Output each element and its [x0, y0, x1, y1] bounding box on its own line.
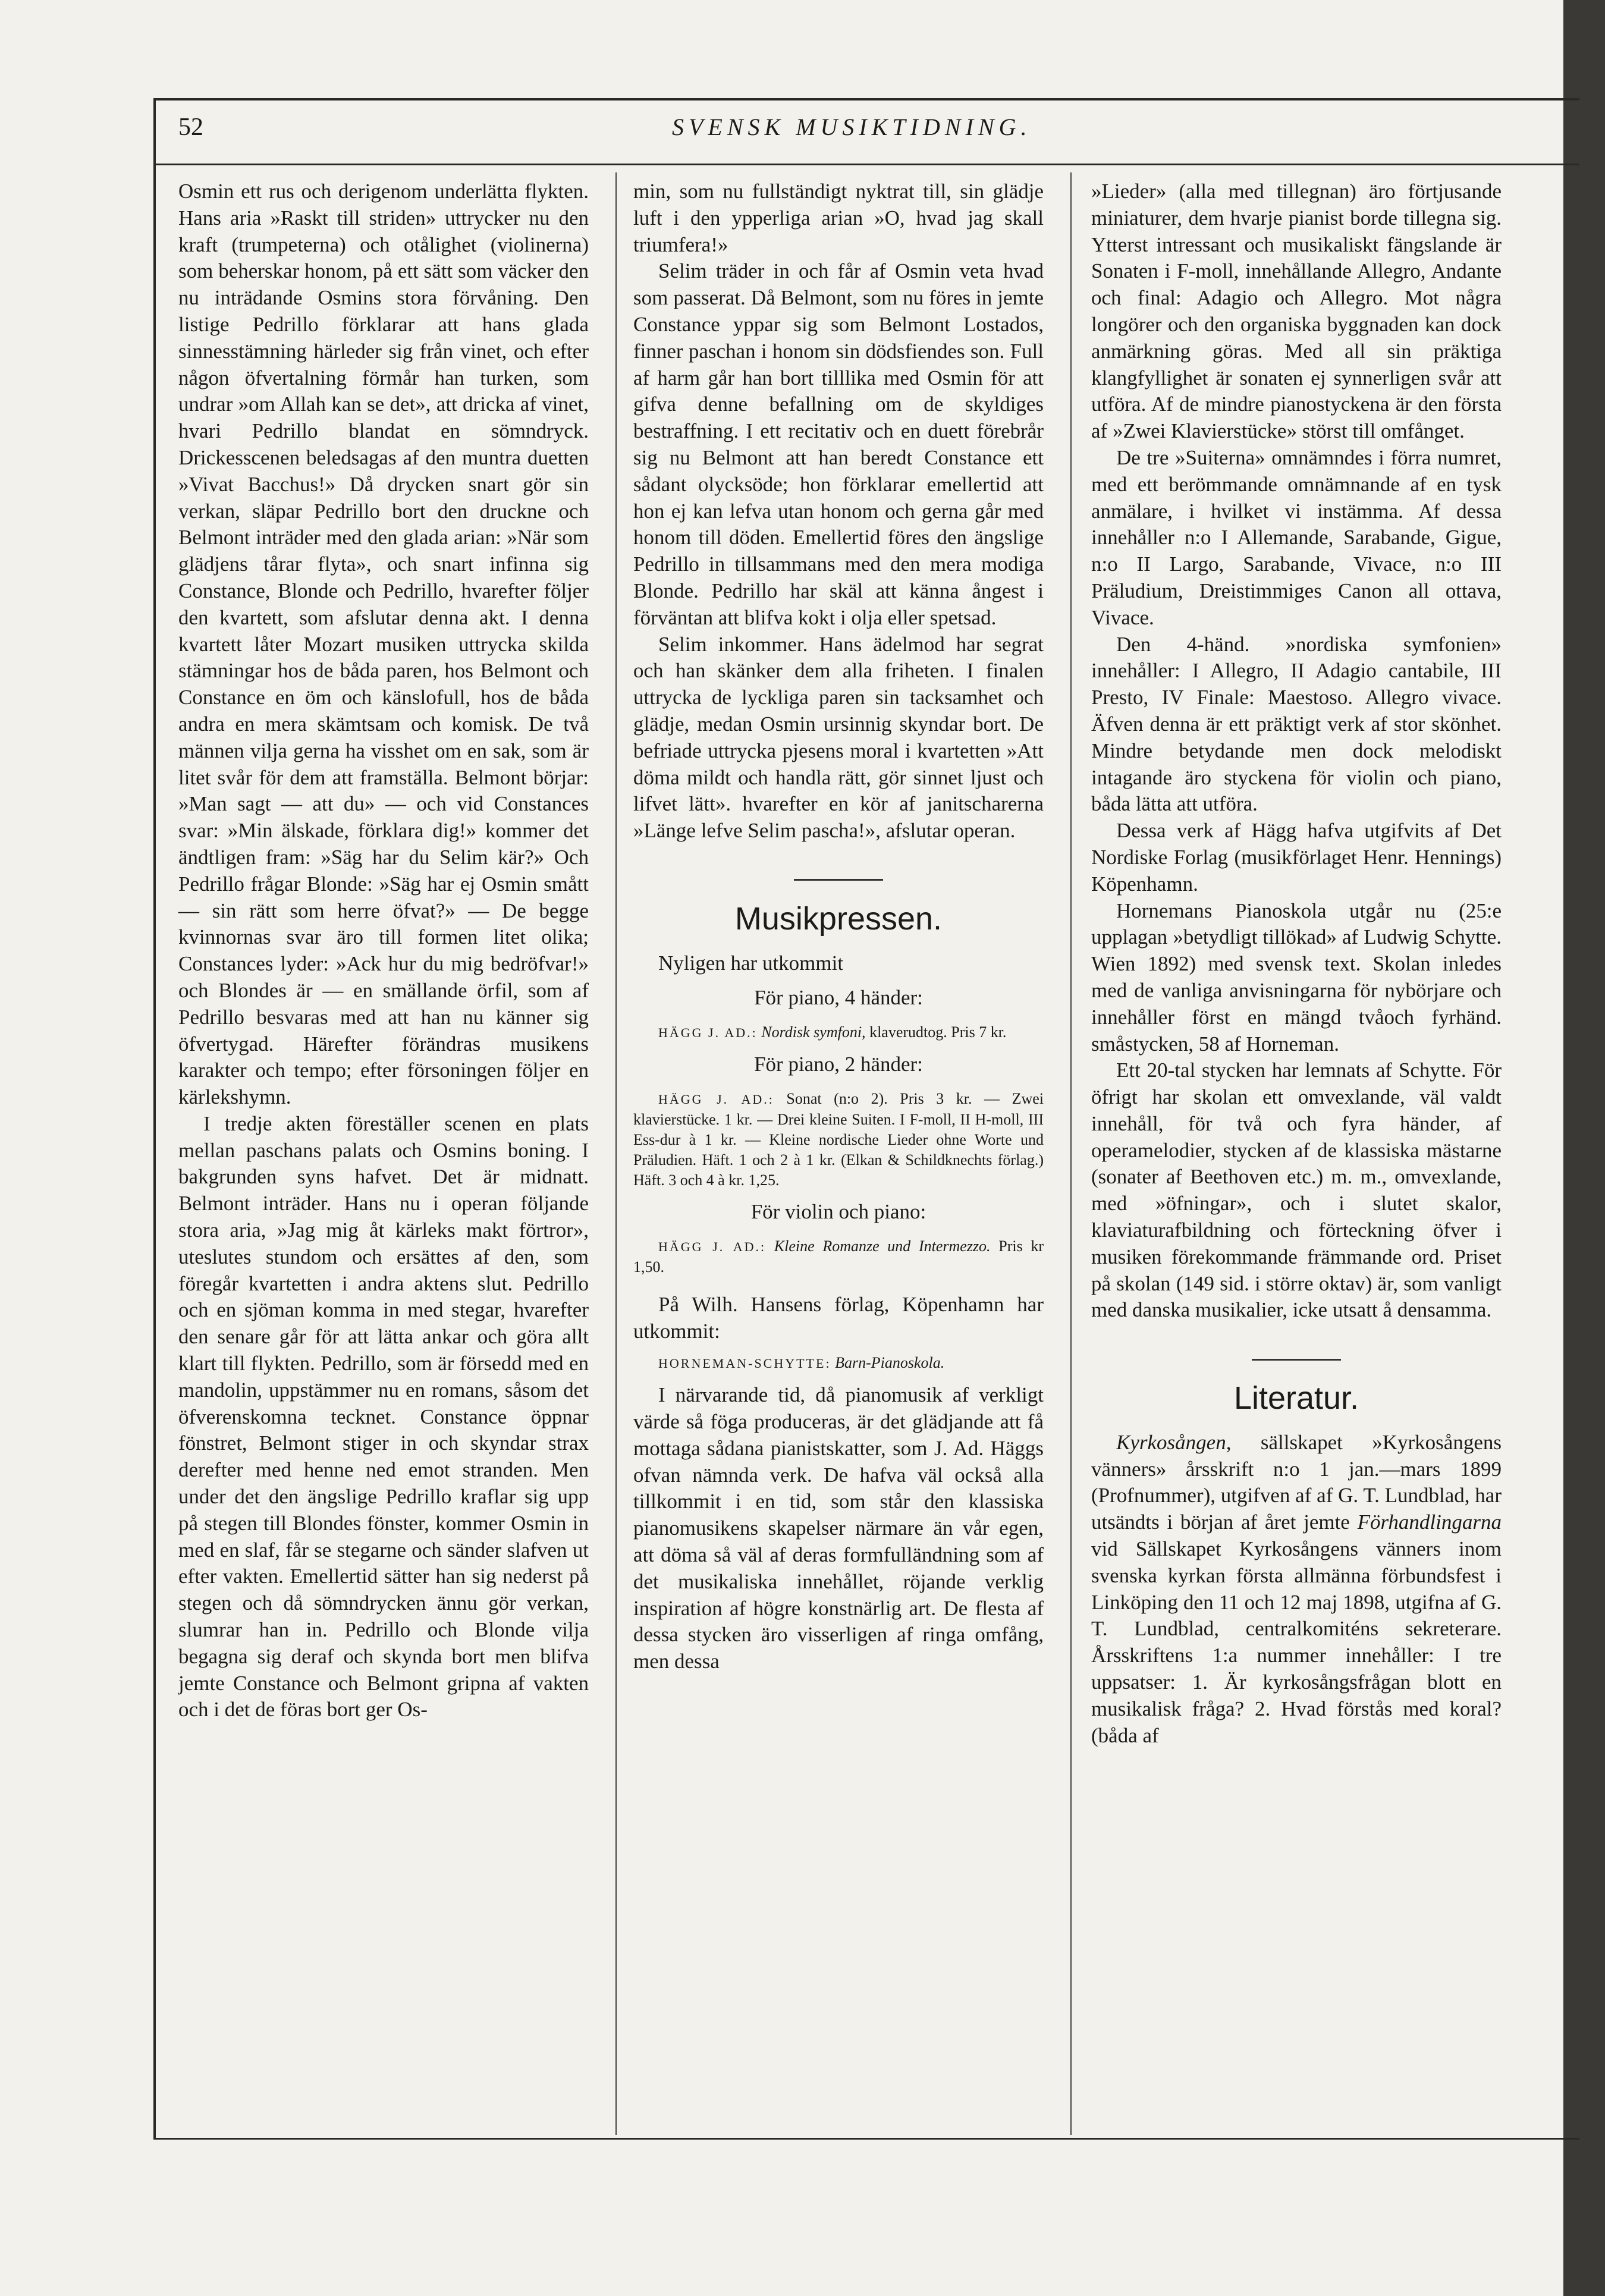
- book-title: Kyrkosången,: [1116, 1430, 1232, 1454]
- entry-title: Kleine Romanze und Intermezzo.: [774, 1237, 991, 1255]
- paragraph: Hornemans Pianoskola utgår nu (25:e upplagan »betydligt tillökad» af Ludwig Schytte. Wien 1892) med svensk text. Skolan inledes med de vanliga anvisningarna för nybörjare och innehåller först en mängd tvåoch fyrhänd. småstycken, 58 af Horneman.: [1091, 899, 1502, 1056]
- listing-entry: [633, 1089, 1044, 1191]
- frame-top: [153, 98, 1579, 100]
- entry-author: HÄGG J. AD.:: [658, 1091, 774, 1107]
- paragraph: Dessa verk af Hägg hafva utgifvits af Det Nordiske Forlag (musikförlaget Henr. Hennings) Köpenhamn.: [1091, 819, 1502, 896]
- entry-rest: klaverudtog. Pris 7 kr.: [869, 1023, 1007, 1041]
- ornament-divider: [633, 865, 1044, 891]
- subheading: För violin och piano:: [750, 1199, 926, 1223]
- scan-edge: [1563, 0, 1605, 2296]
- paragraph: »Lieder» (alla med tillegnan) äro förtjusande miniaturer, dem hvarje pianist borde tillegna sig. Ytterst intressant och musikaliskt fängslande är Sonaten i F-moll, innehållande Allegro, Andante och final: Adagio och Allegro. Mot några longörer och den organiska byggnaden kan dock anmärkning göras. Med all sin präktiga klangfyllighet är sonaten ej synnerligen svår att utföra. Af de mindre pianostyckena är den första af »Zwei Klavierstücke» störst till omfånget.: [1091, 180, 1502, 443]
- paragraph: Osmin ett rus och derigenom underlätta flykten. Hans aria »Raskt till striden» uttrycker nu den kraft (trumpeterna) och otålighet (violinerna) som beherskar honom, på ett sätt som väcker den nu inträdande Osmins stora förvåning. Den listige Pedrillo förklarar att hans glada sinnesstämning härleder sig från vinet, och efter någon öfvertalning förmår han turken, som undrar »om Allah kan se det», att dricka af vinet, hvari Pedrillo blandat en sömndryck. Drickesscenen beledsagas af den muntra duetten »Vivat Bacchus!» Då drycken snart gör sin verkan, släpar Pedrillo bort den druckne och Belmont inträder med den glada arian: »När som glädjens tårar flyta», och snart infinna sig Constance, Blonde och Pedrillo, hvarefter följer den kvartett, som afslutar denna akt. I denna kvartett låter Mozart musiken uttrycka skilda stämningar hos de båda paren, hos Belmont och Constance en öm och känslofull, hos de båda andra en mera skämtsam och komisk. De två männen vilja gerna ha visshet om en sak, som är litet svår för dem att framställa. Belmont börjar: »Man sagt — att du» — och vid Constances svar: »Min älskade, förklara dig!» kommer det ändtligen fram: »Säg har du Selim kär?» Och Pedrillo frågar Blonde: »Säg har ej Osmin smått — sin rätt som herre öfvat?» — De begge kvinnornas svar äro till formen litet olika; Constances lyder: »Ack hur du mig bedröfvar!» och Blondes är — en smällande örfil, som af Pedrillo besvaras med att han nu känner sig öfvertygad. Härefter förändras musikens karakter och tempo; efter försoningen följer en kärlekshymn.: [178, 180, 589, 1109]
- column-3: [1091, 178, 1502, 1749]
- entry-title: Nordisk symfoni,: [761, 1023, 866, 1041]
- paragraph: min, som nu fullständigt nyktrat till, sin glädje luft i den ypperliga arian »O, hvad jag skall triumfera!»: [633, 180, 1044, 256]
- entry-author: HÄGG J. AD.:: [658, 1025, 758, 1041]
- section-title-literatur: Literatur.: [1233, 1380, 1359, 1416]
- paragraph: Den 4-händ. »nordiska symfonien» innehåller: I Allegro, II Adagio cantabile, III Presto, IV Finale: Maestoso. Allegro vivace. Äfven denna är ett präktigt verk af stor skönhet. Mindre betydande men dock melodiskt intagande äro styckena för violin och piano, båda lätta att utföra.: [1091, 632, 1502, 816]
- entry-author: HÄGG J. AD.:: [658, 1239, 767, 1254]
- entry-rest: Pris kr 1,50.: [633, 1237, 1044, 1276]
- paragraph: På Wilh. Hansens förlag, Köpenhamn har utkommit:: [633, 1292, 1044, 1343]
- subheading: För piano, 2 händer:: [754, 1053, 923, 1076]
- column-1: [178, 178, 589, 1723]
- listing-entry: [633, 1353, 1044, 1374]
- entry-title: Barn-Pianoskola.: [835, 1354, 945, 1372]
- running-title: SVENSK MUSIKTIDNING.: [672, 114, 1032, 140]
- paragraph: Ett 20-tal stycken har lemnats af Schytte. För öfrigt har skolan ett omvexlande, väl valdt innehåll, för två och fyra händer, af operamelodier, stycken af de klassiska mästarne (sonater af Beethoven etc.) m. m., omvexlande, med »öfningar», och i slutet skalor, klaviaturafbildning och förteckning öfver i musiken förekommande främmande ord. Priset på skolan (149 sid. i större oktav) är, som vanligt med danska musikalier, icke utsatt å densamma.: [1091, 1059, 1502, 1322]
- page-number: 52: [178, 114, 203, 141]
- listing-entry: [633, 1236, 1044, 1277]
- ornament-divider: [1091, 1344, 1502, 1371]
- listing-entry: [633, 1022, 1044, 1043]
- paragraph: Selim träder in och får af Osmin veta hvad som passerat. Då Belmont, som nu föres in jemte Constance yppar sig som Belmont Lostados, finner paschan i honom sin dödsfiendes son. Full af harm går han bort tilllika med Osmin för att gifva denne befallning om de skyldiges bestraffning. I ett recitativ och en duett förebrår sig nu Belmont att han beredt Constance ett sådant olycksöde; hon förklarar emellertid att hon ej kan lefva utan honom och gerna går med honom till döden. Emellertid föres den ängslige Pedrillo in tillsammans med den mera modiga Blonde. Pedrillo har skäl att känna ångest i förväntan att blifva kokt i olja eller spetsad.: [633, 259, 1044, 629]
- paragraph: [1091, 1430, 1502, 1750]
- column-2: [633, 178, 1044, 1675]
- italic-title: Förhandlingarna: [1357, 1510, 1502, 1534]
- frame-bottom: [153, 2138, 1579, 2140]
- intro-line: Nyligen har utkommit: [658, 951, 844, 975]
- paragraph: I närvarande tid, då pianomusik af verkligt värde så föga produceras, är det glädjande att få mottaga sådana pianistskatter, som J. Ad. Häggs ofvan nämnda verk. De hafva väl också alla tillkommit i en tid, som står den klassiska pianomusikens skapelser närmare än vår egen, att döma så väl af deras formfulländning som af det musikaliska innehållet, röjande verklig inspiration af högre konstnärlig art. De flesta af dessa stycken äro visserligen af ringa omfång, men dessa: [633, 1383, 1044, 1673]
- header-rule: [153, 164, 1579, 165]
- paragraph: De tre »Suiterna» omnämndes i förra numret, med ett berömmande omnämnande af en tysk anmälare, i hvilket vi instämma. Af dessa innehåller n:o I Allemande, Sarabande, Gigue, n:o II Largo, Sarabande, Vivace, n:o III Präludium, Dreistimmiges Canon all ottava, Vivace.: [1091, 445, 1502, 629]
- paragraph: Selim inkommer. Hans ädelmod har segrat och han skänker dem alla friheten. I finalen uttrycka de lyckliga paren sin tacksamhet och glädje, medan Osmin ursinnig skyndar bort. De befriade uttrycka pjesens moral i kvartetten »Att döma mildt och handla rätt, gör sinnet ljust och lifvet lätt». hvarefter en kör af janitscharerna »Länge lefve Selim pascha!», afslutar operan.: [633, 632, 1044, 843]
- entry-text: Sonat (n:o 2). Pris 3 kr. — Zwei klavierstücke. 1 kr. — Drei kleine Suiten. I F-moll, II H-moll, III Ess-dur à 1 kr. — Kleine nordische Lieder ohne Worte und Präludien. Häft. 1 och 2 à 1 kr. (Elkan & Schildknechts förlag.) Häft. 3 och 4 à kr. 1,25.: [633, 1089, 1044, 1189]
- paragraph-text: vid Sällskapet Kyrkosångens vänners inom svenska kyrkan första allmänna förbundsfest i Linköping den 11 och 12 maj 1898, utgifna af G. T. Lundblad, centralkomiténs sekreterare. Årsskriftens 1:a nummer innehåller: I tre uppsatser: 1. Är kyrkosångsfrågan blott en musikalisk fråga? 2. Hvad förstås med koral? (båda af: [1091, 1537, 1502, 1747]
- section-title-musikpressen: Musikpressen.: [734, 900, 943, 937]
- subheading: För piano, 4 händer:: [754, 986, 923, 1010]
- entry-author: HORNEMAN-SCHYTTE:: [658, 1356, 831, 1371]
- column-rule-2: [1070, 172, 1072, 2135]
- paragraph: I tredje akten föreställer scenen en plats mellan paschans palats och Osmins boning. I bakgrunden syns hafvet. Det är midnatt. Belmont inträder. Hans nu i operan följande stora aria, »Jag mig åt kärleks makt förtror», uteslutes stundom och ersättes af den, som föregår kvartetten i andra aktens slut. Pedrillo och en sjöman komma in med stegar, hvarefter den senare går för att lätta ankar och göra allt klart till flykten. Pedrillo, som är försedd med en mandolin, uppstämmer nu en romans, såsom det öfverenskomna tecknet. Constance öppnar fönstret, Belmont stiger in och skyndar strax derefter med henne ned emot stranden. Men under det den ängslige Pedrillo kraflar sig upp på stegen till Blondes fönster, kommer Osmin in med en slaf, får se stegarne och sänder slafven ut efter vakten. Emellertid sätter han sig nederst på stegen och då sömndrycken ännu gör verkan, slumrar han in. Pedrillo och Blonde vilja begagna sig deraf och skynda bort men blifva jemte Constance och Belmont gripna af vakten och i det de föras bort ger Os-: [178, 1111, 589, 1722]
- column-rule-1: [615, 172, 617, 2135]
- paragraph-text: sällskapet »Kyrkosångens vänners» årsskrift n:o 1 jan.—mars 1899 (Profnummer), utgifven af af G. T. Lundblad, har utsändts i början af året jemte: [1091, 1430, 1502, 1534]
- frame-left: [153, 98, 156, 2138]
